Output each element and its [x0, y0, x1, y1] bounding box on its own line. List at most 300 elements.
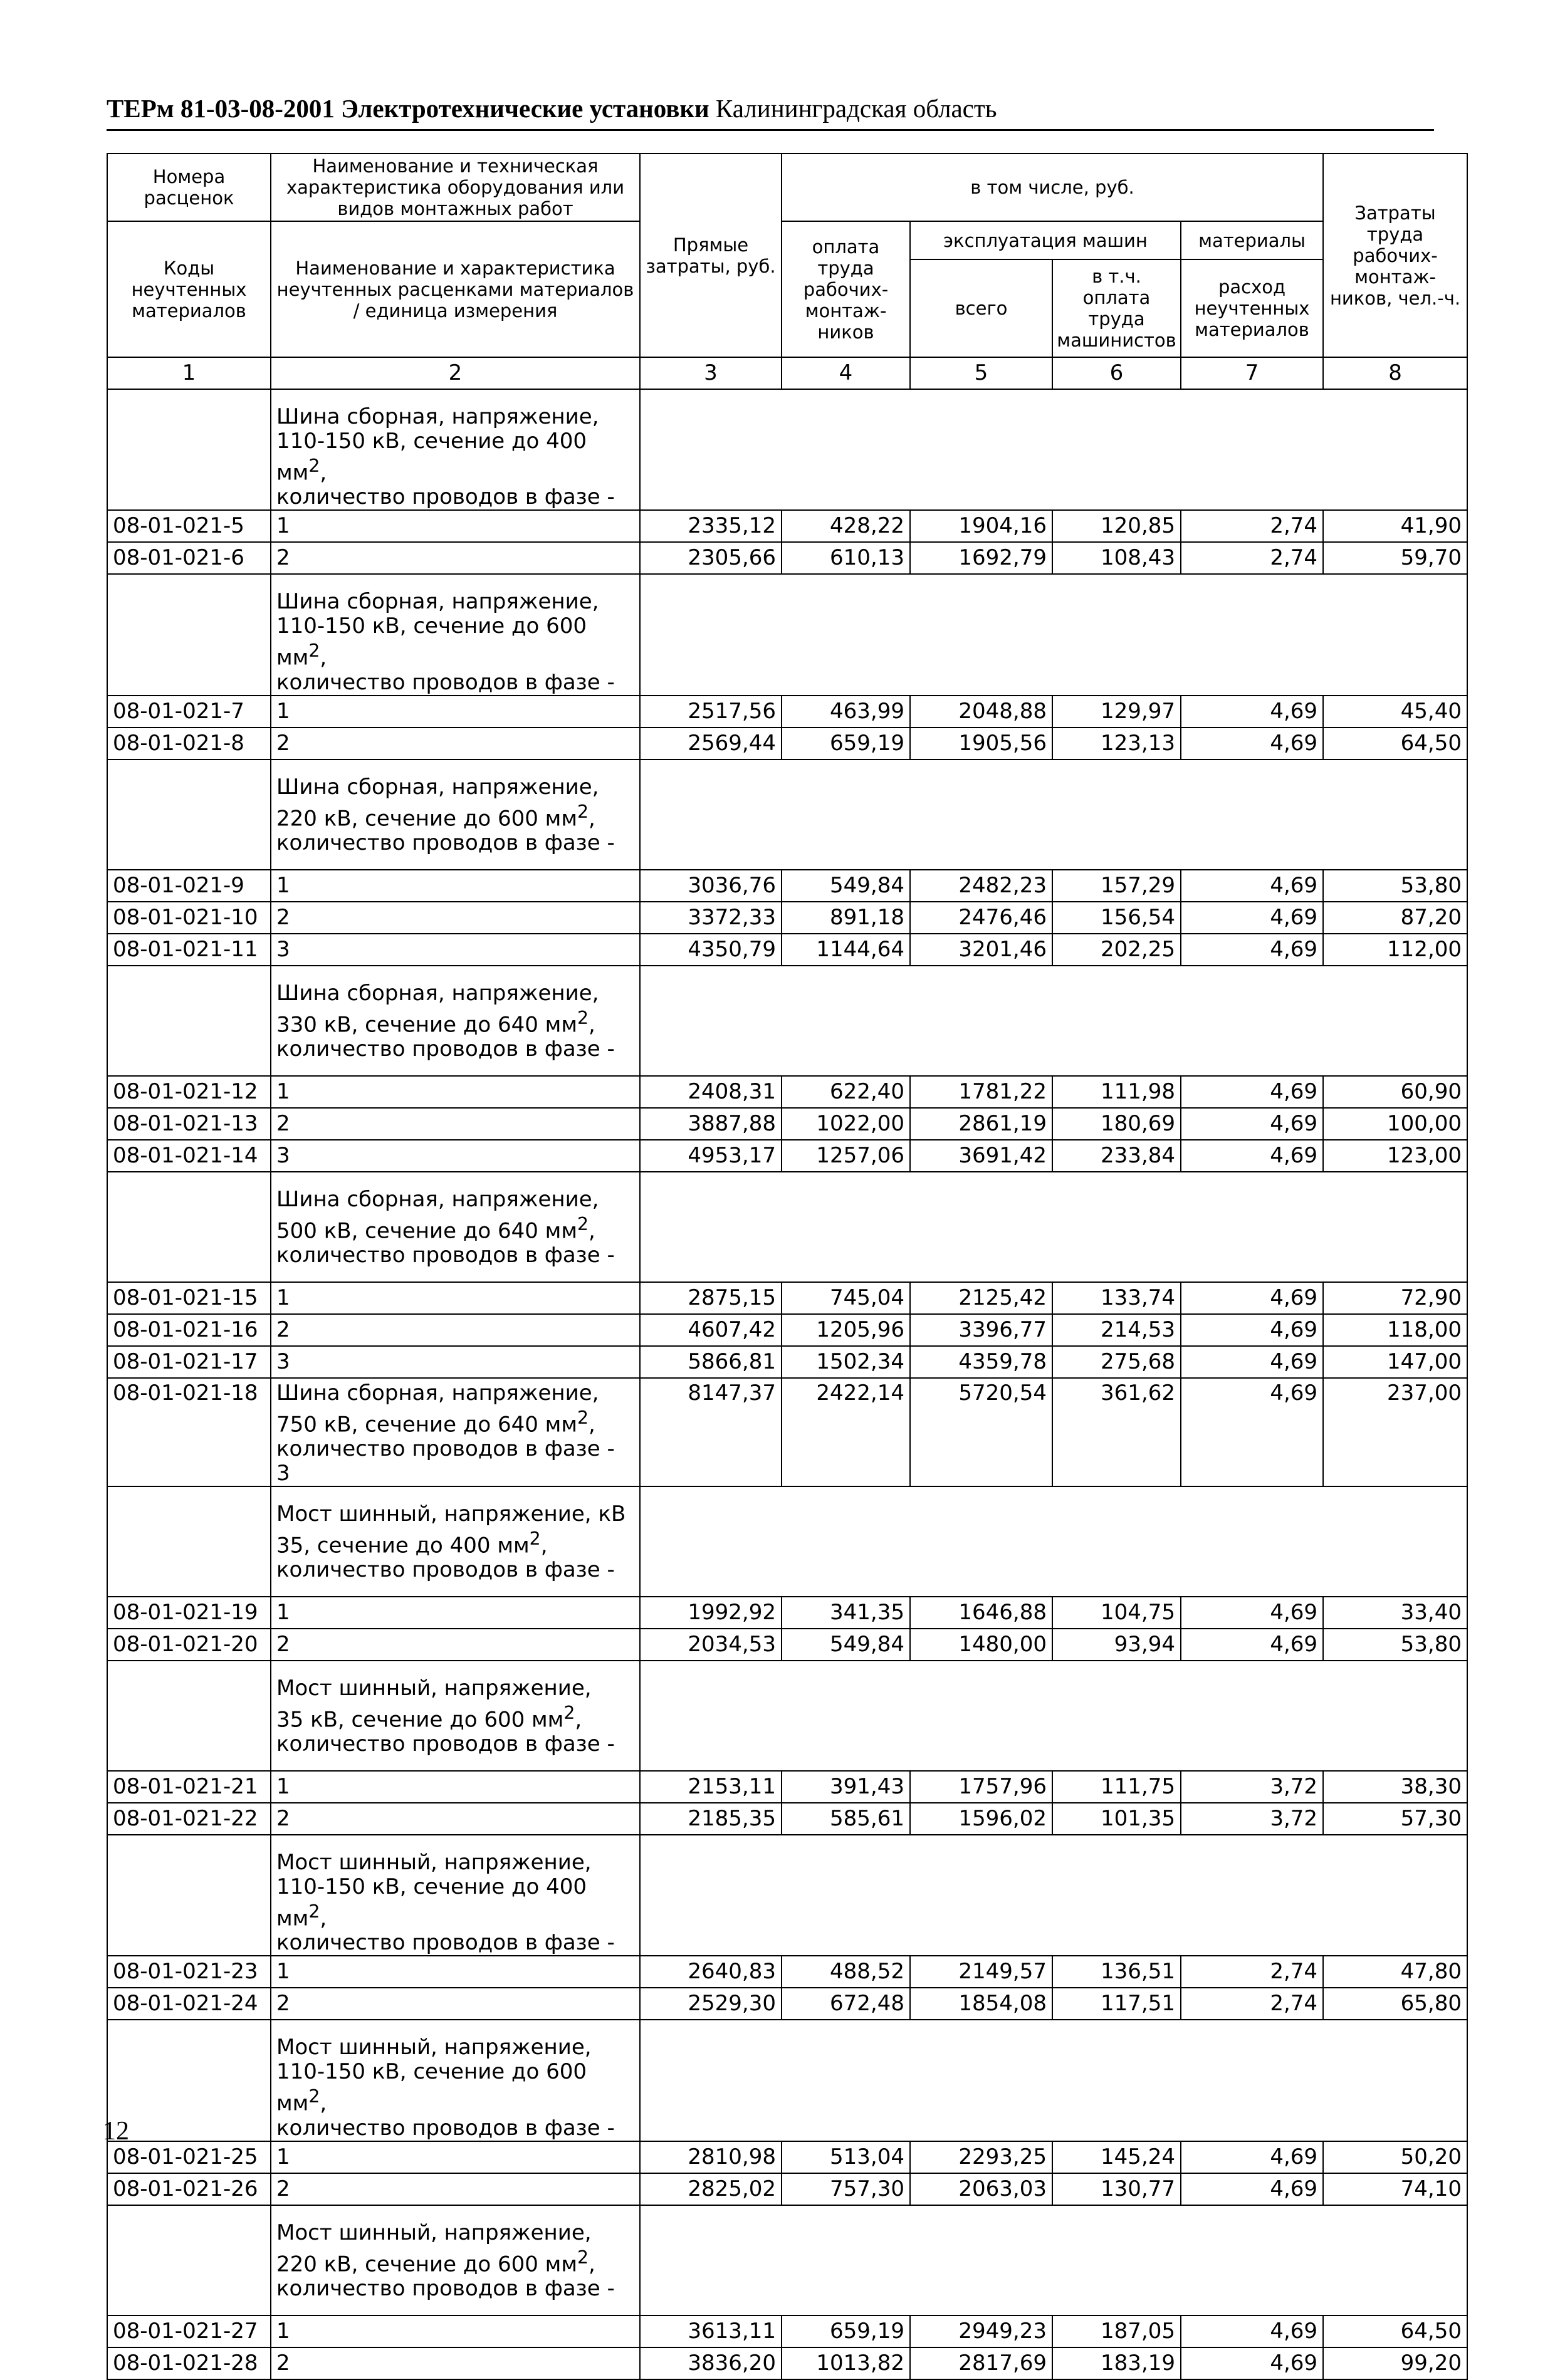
description-line: 110-150 кВ, сечение до 600 $мм^2$, [276, 613, 587, 671]
machines-total: 1905,56 [910, 728, 1052, 759]
square-superscript: 2 [308, 640, 320, 662]
wages: 2422,14 [782, 1378, 910, 1486]
labor-hours: 112,00 [1323, 934, 1467, 966]
material-number: 1 [271, 1771, 640, 1803]
square-superscript: 2 [308, 1901, 320, 1922]
square-superscript: 2 [577, 1407, 589, 1428]
labor-hours: 118,00 [1323, 1314, 1467, 1346]
operator-wages: 108,43 [1052, 542, 1181, 574]
header-work-name: Наименование и техническая характеристика оборудования или видов монтажных работ [271, 154, 640, 221]
table-body-single [107, 1378, 1467, 1486]
table-header [107, 154, 1467, 389]
machines-total: 1596,02 [910, 1803, 1052, 1835]
material-consumption: 4,69 [1181, 1314, 1323, 1346]
description-text: 35, сечение до 400 мм [276, 1533, 530, 1558]
table-row [107, 870, 1467, 902]
operator-wages: 101,35 [1052, 1803, 1181, 1835]
group-description [271, 1486, 640, 1597]
column-number: 8 [1323, 357, 1467, 389]
group-code-cell [107, 1835, 271, 1956]
rate-code: 08-01-021-20 [107, 1629, 271, 1661]
description-line: количество проводов в фазе - [276, 1557, 615, 1583]
wages: 391,43 [782, 1771, 910, 1803]
material-consumption: 4,69 [1181, 2315, 1323, 2347]
rate-code: 08-01-021-26 [107, 2173, 271, 2205]
material-consumption: 4,69 [1181, 1108, 1323, 1140]
description-line: Мост шинный, напряжение, [276, 2035, 592, 2060]
group-code-cell [107, 966, 271, 1076]
description-line: 110-150 кВ, сечение до 600 $мм^2$, [276, 2059, 587, 2116]
direct-costs: 3036,76 [640, 870, 782, 902]
material-number: 1 [271, 1597, 640, 1629]
operator-wages: 157,29 [1052, 870, 1181, 902]
rate-code: 08-01-021-9 [107, 870, 271, 902]
square-superscript: 2 [577, 1007, 589, 1028]
operator-wages: 111,75 [1052, 1771, 1181, 1803]
wages: 428,22 [782, 510, 910, 542]
material-consumption: 4,69 [1181, 1346, 1323, 1378]
machines-total: 2149,57 [910, 1956, 1052, 1988]
direct-costs: 2810,98 [640, 2141, 782, 2173]
group-code-cell [107, 1172, 271, 1282]
group-description [271, 574, 640, 695]
header-operator-wages: в т.ч. оплата труда машинистов [1052, 259, 1181, 357]
material-consumption: 3,72 [1181, 1771, 1323, 1803]
description-line: Шина сборная, напряжение, [276, 1380, 599, 1406]
description-line: количество проводов в фазе - [276, 1930, 615, 1956]
header-direct-costs: Прямые затраты, руб. [640, 154, 782, 357]
machines-total: 5720,54 [910, 1378, 1052, 1486]
description-line: 220 кВ, сечение до 600 $мм^2$, [276, 801, 595, 831]
material-consumption: 4,69 [1181, 1076, 1323, 1108]
labor-hours: 33,40 [1323, 1597, 1467, 1629]
machines-total: 1646,88 [910, 1597, 1052, 1629]
description-line: 35 кВ, сечение до 600 $мм^2$, [276, 1702, 582, 1733]
table-row [107, 1140, 1467, 1172]
rate-code: 08-01-021-15 [107, 1282, 271, 1314]
direct-costs: 3887,88 [640, 1108, 782, 1140]
wages: 610,13 [782, 542, 910, 574]
material-consumption: 4,69 [1181, 1282, 1323, 1314]
rate-code: 08-01-021-25 [107, 2141, 271, 2173]
table-row [107, 1346, 1467, 1378]
group-title-row [107, 966, 1467, 1076]
direct-costs: 3836,20 [640, 2347, 782, 2379]
description-line: количество проводов в фазе - [276, 1036, 615, 1062]
material-consumption: 4,69 [1181, 870, 1323, 902]
description-text: 330 кВ, сечение до 640 мм [276, 1011, 577, 1037]
rate-code: 08-01-021-21 [107, 1771, 271, 1803]
rate-code: 08-01-021-13 [107, 1108, 271, 1140]
group-code-cell [107, 2205, 271, 2315]
table-row [107, 542, 1467, 574]
direct-costs: 2517,56 [640, 696, 782, 728]
page-header [107, 93, 1434, 131]
square-superscript: 2 [577, 801, 589, 822]
material-consumption: 4,69 [1181, 2173, 1323, 2205]
group-title-row [107, 2205, 1467, 2315]
material-number: 2 [271, 1629, 640, 1661]
machines-total: 1781,22 [910, 1076, 1052, 1108]
description-line: 500 кВ, сечение до 640 $мм^2$, [276, 1213, 595, 1243]
column-number: 7 [1181, 357, 1323, 389]
region-name: Калининградская область [715, 94, 997, 123]
labor-hours: 237,00 [1323, 1378, 1467, 1486]
table-row [107, 1282, 1467, 1314]
description-text: 35 кВ, сечение до 600 мм [276, 1707, 564, 1733]
group-code-cell [107, 759, 271, 870]
material-consumption: 4,69 [1181, 696, 1323, 728]
wages: 549,84 [782, 870, 910, 902]
table-row [107, 2173, 1467, 2205]
machines-total: 2125,42 [910, 1282, 1052, 1314]
group-values-cell [640, 2020, 1467, 2141]
square-superscript: 2 [577, 2247, 589, 2268]
material-consumption: 4,69 [1181, 1597, 1323, 1629]
table-row [107, 728, 1467, 759]
table-row [107, 1314, 1467, 1346]
description-line: количество проводов в фазе - [276, 669, 615, 695]
direct-costs: 4350,79 [640, 934, 782, 966]
wages: 1257,06 [782, 1140, 910, 1172]
material-consumption: 4,69 [1181, 1140, 1323, 1172]
description-line: количество проводов в фазе - [276, 1242, 615, 1268]
operator-wages: 120,85 [1052, 510, 1181, 542]
material-number: 3 [271, 1140, 640, 1172]
table-row [107, 1803, 1467, 1835]
labor-hours: 41,90 [1323, 510, 1467, 542]
column-number: 4 [782, 357, 910, 389]
table-row [107, 1378, 1467, 1486]
group-title-row [107, 1835, 1467, 1956]
rates-table [107, 153, 1468, 2380]
column-numbers-row [107, 357, 1467, 389]
wages: 1022,00 [782, 1108, 910, 1140]
table-row [107, 2315, 1467, 2347]
description-text: 750 кВ, сечение до 640 мм [276, 1411, 577, 1437]
description-line: Шина сборная, напряжение, [276, 774, 599, 800]
table-row [107, 696, 1467, 728]
wages: 1205,96 [782, 1314, 910, 1346]
table-row [107, 1956, 1467, 1988]
labor-hours: 45,40 [1323, 696, 1467, 728]
rate-code: 08-01-021-6 [107, 542, 271, 574]
header-machines: эксплуатация машин [910, 221, 1181, 259]
wages: 1502,34 [782, 1346, 910, 1378]
labor-hours: 57,30 [1323, 1803, 1467, 1835]
material-number: 1 [271, 696, 640, 728]
header-materials: материалы [1181, 221, 1323, 259]
labor-hours: 123,00 [1323, 1140, 1467, 1172]
operator-wages: 117,51 [1052, 1988, 1181, 2020]
document-title: ТЕРм 81-03-08-2001 Электротехнические установки [107, 94, 709, 123]
operator-wages: 145,24 [1052, 2141, 1181, 2173]
table-row [107, 1597, 1467, 1629]
square-superscript: 2 [577, 1213, 589, 1234]
group-description [271, 2020, 640, 2141]
material-consumption: 4,69 [1181, 934, 1323, 966]
header-material-name: Наименование и характеристика неучтенных расценками материалов / единица измерения [271, 221, 640, 357]
table-row [107, 2141, 1467, 2173]
machines-total: 2293,25 [910, 2141, 1052, 2173]
material-number: 1 [271, 1282, 640, 1314]
machines-total: 2063,03 [910, 2173, 1052, 2205]
operator-wages: 156,54 [1052, 902, 1181, 934]
machines-total: 1480,00 [910, 1629, 1052, 1661]
labor-hours: 64,50 [1323, 728, 1467, 759]
direct-costs: 3613,11 [640, 2315, 782, 2347]
material-number: 2 [271, 2173, 640, 2205]
labor-hours: 50,20 [1323, 2141, 1467, 2173]
direct-costs: 2185,35 [640, 1803, 782, 1835]
material-consumption: 2,74 [1181, 1988, 1323, 2020]
material-number: 2 [271, 1803, 640, 1835]
group-title-row [107, 1486, 1467, 1597]
description-text: 110-150 кВ, сечение до 600 мм [276, 2059, 587, 2116]
group-values-cell [640, 2205, 1467, 2315]
column-number: 2 [271, 357, 640, 389]
rate-code: 08-01-021-27 [107, 2315, 271, 2347]
header-including: в том числе, руб. [782, 154, 1323, 221]
description-text: 220 кВ, сечение до 600 мм [276, 2251, 577, 2277]
square-superscript: 2 [308, 456, 320, 476]
description-line: Шина сборная, напряжение, [276, 589, 599, 615]
group-title-row [107, 1661, 1467, 1771]
square-superscript: 2 [308, 2086, 320, 2107]
wages: 463,99 [782, 696, 910, 728]
group-values-cell [640, 1172, 1467, 1282]
description-text: 110-150 кВ, сечение до 600 мм [276, 613, 587, 671]
header-machines-total: всего [910, 259, 1052, 357]
group-description [271, 1661, 640, 1771]
material-consumption: 4,69 [1181, 1629, 1323, 1661]
direct-costs: 2875,15 [640, 1282, 782, 1314]
labor-hours: 53,80 [1323, 1629, 1467, 1661]
machines-total: 2482,23 [910, 870, 1052, 902]
rate-code: 08-01-021-18 [107, 1378, 271, 1486]
description-text: 110-150 кВ, сечение до 400 мм [276, 429, 587, 486]
operator-wages: 130,77 [1052, 2173, 1181, 2205]
direct-costs: 2640,83 [640, 1956, 782, 1988]
group-title-row [107, 2020, 1467, 2141]
table-row [107, 1988, 1467, 2020]
group-values-cell [640, 1486, 1467, 1597]
group-code-cell [107, 1486, 271, 1597]
description-line: Мост шинный, напряжение, [276, 1849, 592, 1875]
square-superscript: 2 [529, 1528, 541, 1549]
machines-total: 2048,88 [910, 696, 1052, 728]
wages: 672,48 [782, 1988, 910, 2020]
wages: 891,18 [782, 902, 910, 934]
group-description [271, 1172, 640, 1282]
group-values-cell [640, 966, 1467, 1076]
description-line: Мост шинный, напряжение, [276, 1675, 592, 1701]
operator-wages: 361,62 [1052, 1378, 1181, 1486]
material-number: 2 [271, 2347, 640, 2379]
wages: 1013,82 [782, 2347, 910, 2379]
wages: 1144,64 [782, 934, 910, 966]
wages: 622,40 [782, 1076, 910, 1108]
direct-costs: 8147,37 [640, 1378, 782, 1486]
header-material-codes: Коды неучтенных материалов [107, 221, 271, 357]
operator-wages: 136,51 [1052, 1956, 1181, 1988]
description-line: 110-150 кВ, сечение до 400 $мм^2$, [276, 429, 587, 486]
material-consumption: 4,69 [1181, 728, 1323, 759]
table-row [107, 510, 1467, 542]
table-row [107, 2347, 1467, 2379]
table-row [107, 1076, 1467, 1108]
description-line: 750 кВ, сечение до 640 $мм^2$, [276, 1407, 595, 1437]
wages: 757,30 [782, 2173, 910, 2205]
machines-total: 3396,77 [910, 1314, 1052, 1346]
wages: 659,19 [782, 728, 910, 759]
header-wages: оплата труда рабочих-монтаж-ников [782, 221, 910, 357]
material-number: 1 [271, 2315, 640, 2347]
operator-wages: 187,05 [1052, 2315, 1181, 2347]
rate-code: 08-01-021-8 [107, 728, 271, 759]
operator-wages: 129,97 [1052, 696, 1181, 728]
labor-hours: 53,80 [1323, 870, 1467, 902]
group-values-cell [640, 1661, 1467, 1771]
machines-total: 2949,23 [910, 2315, 1052, 2347]
labor-hours: 100,00 [1323, 1108, 1467, 1140]
rate-code: 08-01-021-17 [107, 1346, 271, 1378]
material-number: 1 [271, 1956, 640, 1988]
labor-hours: 72,90 [1323, 1282, 1467, 1314]
table-row [107, 1629, 1467, 1661]
machines-total: 2476,46 [910, 902, 1052, 934]
operator-wages: 93,94 [1052, 1629, 1181, 1661]
group-values-cell [640, 1835, 1467, 1956]
description-line: количество проводов в фазе - [276, 2115, 615, 2141]
direct-costs: 5866,81 [640, 1346, 782, 1378]
group-title-row [107, 574, 1467, 695]
description-line: количество проводов в фазе - [276, 2275, 615, 2301]
direct-costs: 2305,66 [640, 542, 782, 574]
group-description [271, 966, 640, 1076]
machines-total: 3691,42 [910, 1140, 1052, 1172]
material-number: 2 [271, 1314, 640, 1346]
labor-hours: 38,30 [1323, 1771, 1467, 1803]
wages: 585,61 [782, 1803, 910, 1835]
machines-total: 1904,16 [910, 510, 1052, 542]
group-code-cell [107, 574, 271, 695]
labor-hours: 60,90 [1323, 1076, 1467, 1108]
machines-total: 2817,69 [910, 2347, 1052, 2379]
operator-wages: 183,19 [1052, 2347, 1181, 2379]
material-consumption: 4,69 [1181, 2347, 1323, 2379]
group-title-row [107, 389, 1467, 510]
rate-code: 08-01-021-10 [107, 902, 271, 934]
description-line: количество проводов в фазе - [276, 1731, 615, 1757]
direct-costs: 2034,53 [640, 1629, 782, 1661]
operator-wages: 275,68 [1052, 1346, 1181, 1378]
direct-costs: 4607,42 [640, 1314, 782, 1346]
machines-total: 1757,96 [910, 1771, 1052, 1803]
column-number: 1 [107, 357, 271, 389]
group-code-cell [107, 1661, 271, 1771]
labor-hours: 74,10 [1323, 2173, 1467, 2205]
material-consumption: 4,69 [1181, 1378, 1323, 1486]
operator-wages: 111,98 [1052, 1076, 1181, 1108]
direct-costs: 2335,12 [640, 510, 782, 542]
description-text: 220 кВ, сечение до 600 мм [276, 805, 577, 831]
material-number: 2 [271, 902, 640, 934]
material-consumption: 4,69 [1181, 902, 1323, 934]
description-line: количество проводов в фазе - [276, 484, 615, 510]
table-body-part-1 [107, 389, 1467, 1378]
group-title-row [107, 759, 1467, 870]
machines-total: 4359,78 [910, 1346, 1052, 1378]
wages: 513,04 [782, 2141, 910, 2173]
material-number: 3 [271, 934, 640, 966]
material-number: 1 [271, 2141, 640, 2173]
description-text: 500 кВ, сечение до 640 мм [276, 1218, 577, 1243]
table-row [107, 1108, 1467, 1140]
table-row [107, 1771, 1467, 1803]
material-consumption: 2,74 [1181, 542, 1323, 574]
direct-costs: 3372,33 [640, 902, 782, 934]
direct-costs: 1992,92 [640, 1597, 782, 1629]
material-number: 1 [271, 870, 640, 902]
labor-hours: 59,70 [1323, 542, 1467, 574]
rate-code: 08-01-021-16 [107, 1314, 271, 1346]
operator-wages: 214,53 [1052, 1314, 1181, 1346]
description-line: количество проводов в фазе - [276, 830, 615, 855]
wages: 341,35 [782, 1597, 910, 1629]
rate-code: 08-01-021-24 [107, 1988, 271, 2020]
description-line: Мост шинный, напряжение, [276, 2220, 592, 2245]
direct-costs: 2825,02 [640, 2173, 782, 2205]
group-description [271, 389, 640, 510]
rate-code: 08-01-021-22 [107, 1803, 271, 1835]
wages: 745,04 [782, 1282, 910, 1314]
group-code-cell [107, 2020, 271, 2141]
group-code-cell [107, 389, 271, 510]
header-material-consumption: расход неучтенных материалов [1181, 259, 1323, 357]
description-line: 330 кВ, сечение до 640 $мм^2$, [276, 1007, 595, 1037]
table-row [107, 934, 1467, 966]
material-consumption: 4,69 [1181, 2141, 1323, 2173]
column-number: 6 [1052, 357, 1181, 389]
description-line: Мост шинный, напряжение, кВ [276, 1501, 626, 1527]
direct-costs: 4953,17 [640, 1140, 782, 1172]
material-number: 3 [271, 1346, 640, 1378]
column-number: 5 [910, 357, 1052, 389]
rate-code: 08-01-021-19 [107, 1597, 271, 1629]
labor-hours: 147,00 [1323, 1346, 1467, 1378]
operator-wages: 180,69 [1052, 1108, 1181, 1140]
description-line: Шина сборная, напряжение, [276, 404, 599, 429]
column-number: 3 [640, 357, 782, 389]
direct-costs: 2408,31 [640, 1076, 782, 1108]
group-values-cell [640, 389, 1467, 510]
material-number: 2 [271, 728, 640, 759]
machines-total: 1854,08 [910, 1988, 1052, 2020]
description-line: 220 кВ, сечение до 600 $мм^2$, [276, 2247, 595, 2277]
wages: 549,84 [782, 1629, 910, 1661]
material-consumption: 2,74 [1181, 1956, 1323, 1988]
operator-wages: 233,84 [1052, 1140, 1181, 1172]
direct-costs: 2529,30 [640, 1988, 782, 2020]
group-title-row [107, 1172, 1467, 1282]
labor-hours: 65,80 [1323, 1988, 1467, 2020]
rate-code: 08-01-021-7 [107, 696, 271, 728]
rate-code: 08-01-021-5 [107, 510, 271, 542]
operator-wages: 202,25 [1052, 934, 1181, 966]
table-body-part-2 [107, 1486, 1467, 2379]
machines-total: 3201,46 [910, 934, 1052, 966]
